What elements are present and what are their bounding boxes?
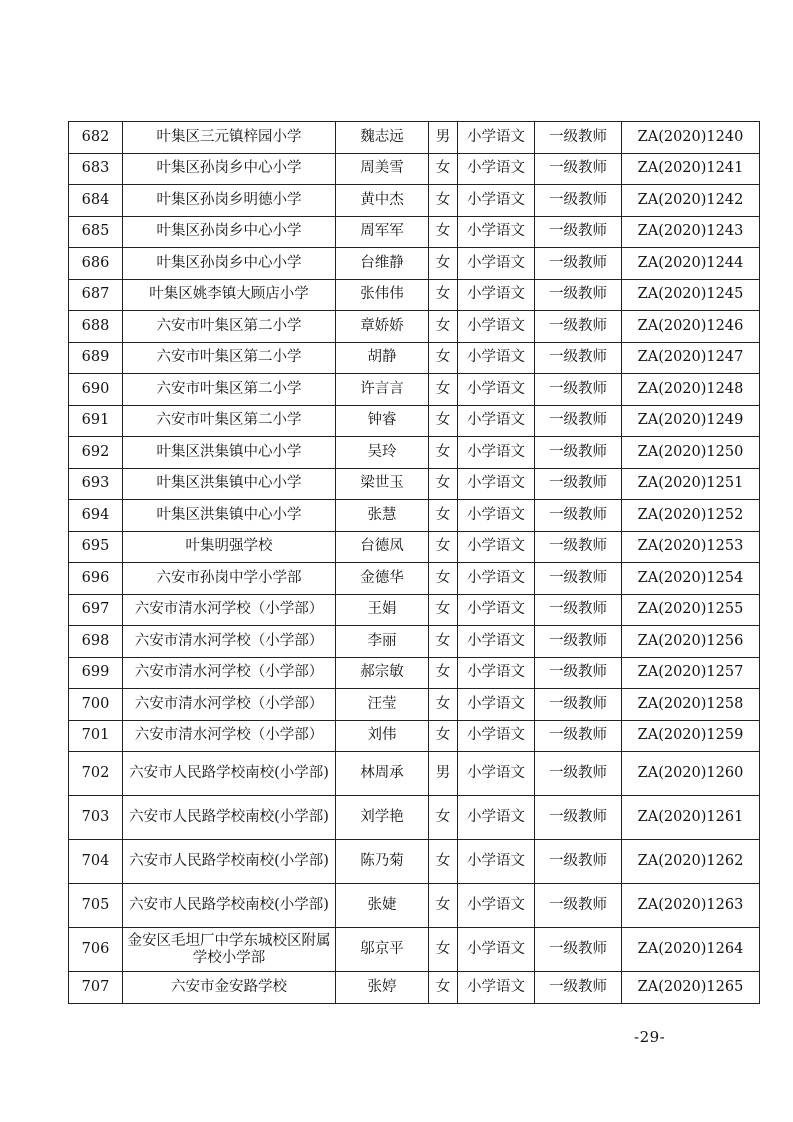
table-row [69,720,760,752]
job-title-cell: 一级教师 [535,342,622,374]
certificate-number-cell: ZA(2020)1247 [622,342,760,374]
row-number-cell: 685 [69,216,123,248]
school-name-cell: 叶集区洪集镇中心小学 [123,468,336,500]
gender-cell: 女 [429,796,458,840]
subject-cell: 小学语文 [458,468,535,500]
school-name-cell: 六安市清水河学校（小学部） [123,657,336,689]
certificate-number-cell: ZA(2020)1248 [622,374,760,406]
gender-cell: 女 [429,405,458,437]
row-number-cell: 684 [69,185,123,217]
row-number-cell: 701 [69,720,123,752]
table-row [69,374,760,406]
subject-cell: 小学语文 [458,928,535,972]
teacher-name-cell: 王娟 [336,594,429,626]
job-title-cell: 一级教师 [535,468,622,500]
school-name-cell: 叶集区孙岗乡明德小学 [123,185,336,217]
teacher-name-cell: 汪莹 [336,689,429,721]
subject-cell: 小学语文 [458,153,535,185]
subject-cell: 小学语文 [458,374,535,406]
gender-cell: 女 [429,311,458,343]
job-title-cell: 一级教师 [535,122,622,154]
job-title-cell: 一级教师 [535,374,622,406]
job-title-cell: 一级教师 [535,840,622,884]
school-name-cell: 六安市叶集区第二小学 [123,374,336,406]
teacher-name-cell: 周美雪 [336,153,429,185]
subject-cell: 小学语文 [458,689,535,721]
subject-cell: 小学语文 [458,563,535,595]
certificate-number-cell: ZA(2020)1246 [622,311,760,343]
job-title-cell: 一级教师 [535,884,622,928]
job-title-cell: 一级教师 [535,563,622,595]
row-number-cell: 696 [69,563,123,595]
school-name-cell: 六安市叶集区第二小学 [123,311,336,343]
row-number-cell: 687 [69,279,123,311]
job-title-cell: 一级教师 [535,311,622,343]
school-name-cell: 六安市人民路学校南校(小学部) [123,752,336,796]
gender-cell: 女 [429,279,458,311]
job-title-cell: 一级教师 [535,594,622,626]
row-number-cell: 704 [69,840,123,884]
school-name-cell: 六安市清水河学校（小学部） [123,594,336,626]
teacher-name-cell: 黄中杰 [336,185,429,217]
school-name-cell: 金安区毛坦厂中学东城校区附属学校小学部 [123,928,336,972]
table-row [69,185,760,217]
certificate-number-cell: ZA(2020)1243 [622,216,760,248]
school-name-cell: 叶集区孙岗乡中心小学 [123,153,336,185]
table-row [69,884,760,928]
certificate-number-cell: ZA(2020)1250 [622,437,760,469]
table-row [69,248,760,280]
teacher-roster-table [68,121,760,1004]
subject-cell: 小学语文 [458,657,535,689]
job-title-cell: 一级教师 [535,752,622,796]
school-name-cell: 六安市人民路学校南校(小学部) [123,884,336,928]
certificate-number-cell: ZA(2020)1258 [622,689,760,721]
table-row [69,594,760,626]
table-row [69,342,760,374]
certificate-number-cell: ZA(2020)1259 [622,720,760,752]
row-number-cell: 694 [69,500,123,532]
gender-cell: 女 [429,626,458,658]
table-row [69,437,760,469]
gender-cell: 女 [429,500,458,532]
gender-cell: 男 [429,122,458,154]
job-title-cell: 一级教师 [535,405,622,437]
gender-cell: 女 [429,468,458,500]
gender-cell: 女 [429,972,458,1004]
subject-cell: 小学语文 [458,796,535,840]
gender-cell: 女 [429,657,458,689]
job-title-cell: 一级教师 [535,928,622,972]
table-row [69,500,760,532]
row-number-cell: 688 [69,311,123,343]
row-number-cell: 702 [69,752,123,796]
school-name-cell: 六安市清水河学校（小学部） [123,720,336,752]
school-name-cell: 叶集区三元镇梓园小学 [123,122,336,154]
teacher-name-cell: 刘学艳 [336,796,429,840]
school-name-cell: 叶集区洪集镇中心小学 [123,437,336,469]
teacher-name-cell: 台维静 [336,248,429,280]
row-number-cell: 698 [69,626,123,658]
gender-cell: 女 [429,720,458,752]
subject-cell: 小学语文 [458,840,535,884]
row-number-cell: 683 [69,153,123,185]
subject-cell: 小学语文 [458,884,535,928]
gender-cell: 女 [429,185,458,217]
job-title-cell: 一级教师 [535,657,622,689]
row-number-cell: 692 [69,437,123,469]
school-name-cell: 叶集区洪集镇中心小学 [123,500,336,532]
subject-cell: 小学语文 [458,500,535,532]
job-title-cell: 一级教师 [535,500,622,532]
table-row [69,153,760,185]
table-row [69,796,760,840]
table-row [69,279,760,311]
subject-cell: 小学语文 [458,720,535,752]
certificate-number-cell: ZA(2020)1257 [622,657,760,689]
school-name-cell: 叶集区孙岗乡中心小学 [123,248,336,280]
teacher-name-cell: 张婕 [336,884,429,928]
school-name-cell: 六安市孙岗中学小学部 [123,563,336,595]
certificate-number-cell: ZA(2020)1245 [622,279,760,311]
school-name-cell: 六安市人民路学校南校(小学部) [123,796,336,840]
teacher-name-cell: 陈乃菊 [336,840,429,884]
school-name-cell: 叶集区孙岗乡中心小学 [123,216,336,248]
table-row [69,122,760,154]
school-name-cell: 六安市清水河学校（小学部） [123,689,336,721]
roster-body [69,122,760,1004]
certificate-number-cell: ZA(2020)1253 [622,531,760,563]
table-row [69,972,760,1004]
teacher-name-cell: 张婷 [336,972,429,1004]
gender-cell: 女 [429,594,458,626]
row-number-cell: 699 [69,657,123,689]
row-number-cell: 695 [69,531,123,563]
table-row [69,752,760,796]
gender-cell: 女 [429,216,458,248]
gender-cell: 女 [429,689,458,721]
certificate-number-cell: ZA(2020)1242 [622,185,760,217]
teacher-name-cell: 许言言 [336,374,429,406]
gender-cell: 女 [429,342,458,374]
subject-cell: 小学语文 [458,122,535,154]
certificate-number-cell: ZA(2020)1244 [622,248,760,280]
job-title-cell: 一级教师 [535,153,622,185]
row-number-cell: 707 [69,972,123,1004]
row-number-cell: 689 [69,342,123,374]
school-name-cell: 叶集明强学校 [123,531,336,563]
job-title-cell: 一级教师 [535,279,622,311]
table-row [69,626,760,658]
row-number-cell: 703 [69,796,123,840]
gender-cell: 女 [429,437,458,469]
job-title-cell: 一级教师 [535,626,622,658]
certificate-number-cell: ZA(2020)1241 [622,153,760,185]
table-row [69,405,760,437]
certificate-number-cell: ZA(2020)1263 [622,884,760,928]
teacher-name-cell: 胡静 [336,342,429,374]
job-title-cell: 一级教师 [535,248,622,280]
teacher-name-cell: 邬京平 [336,928,429,972]
school-name-cell: 六安市叶集区第二小学 [123,342,336,374]
row-number-cell: 690 [69,374,123,406]
job-title-cell: 一级教师 [535,689,622,721]
subject-cell: 小学语文 [458,752,535,796]
subject-cell: 小学语文 [458,594,535,626]
subject-cell: 小学语文 [458,248,535,280]
teacher-name-cell: 郝宗敏 [336,657,429,689]
subject-cell: 小学语文 [458,311,535,343]
row-number-cell: 706 [69,928,123,972]
gender-cell: 女 [429,248,458,280]
school-name-cell: 六安市人民路学校南校(小学部) [123,840,336,884]
gender-cell: 女 [429,563,458,595]
table-row [69,468,760,500]
job-title-cell: 一级教师 [535,185,622,217]
teacher-name-cell: 周军军 [336,216,429,248]
teacher-name-cell: 金德华 [336,563,429,595]
teacher-name-cell: 钟睿 [336,405,429,437]
teacher-name-cell: 张慧 [336,500,429,532]
certificate-number-cell: ZA(2020)1256 [622,626,760,658]
teacher-name-cell: 台德凤 [336,531,429,563]
certificate-number-cell: ZA(2020)1240 [622,122,760,154]
subject-cell: 小学语文 [458,342,535,374]
table-row [69,531,760,563]
certificate-number-cell: ZA(2020)1265 [622,972,760,1004]
teacher-name-cell: 张伟伟 [336,279,429,311]
page-number: -29- [634,1028,666,1046]
teacher-name-cell: 李丽 [336,626,429,658]
certificate-number-cell: ZA(2020)1255 [622,594,760,626]
subject-cell: 小学语文 [458,972,535,1004]
subject-cell: 小学语文 [458,531,535,563]
teacher-name-cell: 梁世玉 [336,468,429,500]
school-name-cell: 六安市清水河学校（小学部） [123,626,336,658]
school-name-cell: 六安市叶集区第二小学 [123,405,336,437]
row-number-cell: 705 [69,884,123,928]
table-row [69,928,760,972]
certificate-number-cell: ZA(2020)1261 [622,796,760,840]
job-title-cell: 一级教师 [535,720,622,752]
subject-cell: 小学语文 [458,437,535,469]
gender-cell: 男 [429,752,458,796]
table-row [69,216,760,248]
subject-cell: 小学语文 [458,185,535,217]
table-row [69,657,760,689]
subject-cell: 小学语文 [458,279,535,311]
row-number-cell: 691 [69,405,123,437]
job-title-cell: 一级教师 [535,531,622,563]
certificate-number-cell: ZA(2020)1249 [622,405,760,437]
row-number-cell: 682 [69,122,123,154]
job-title-cell: 一级教师 [535,216,622,248]
certificate-number-cell: ZA(2020)1252 [622,500,760,532]
gender-cell: 女 [429,884,458,928]
certificate-number-cell: ZA(2020)1264 [622,928,760,972]
job-title-cell: 一级教师 [535,972,622,1004]
table-row [69,840,760,884]
table-row [69,311,760,343]
school-name-cell: 叶集区姚李镇大顾店小学 [123,279,336,311]
job-title-cell: 一级教师 [535,437,622,469]
certificate-number-cell: ZA(2020)1254 [622,563,760,595]
gender-cell: 女 [429,531,458,563]
row-number-cell: 700 [69,689,123,721]
teacher-name-cell: 章娇娇 [336,311,429,343]
gender-cell: 女 [429,928,458,972]
gender-cell: 女 [429,153,458,185]
row-number-cell: 693 [69,468,123,500]
table-row [69,689,760,721]
teacher-name-cell: 吴玲 [336,437,429,469]
school-name-cell: 六安市金安路学校 [123,972,336,1004]
certificate-number-cell: ZA(2020)1251 [622,468,760,500]
teacher-name-cell: 刘伟 [336,720,429,752]
job-title-cell: 一级教师 [535,796,622,840]
certificate-number-cell: ZA(2020)1260 [622,752,760,796]
table-row [69,563,760,595]
subject-cell: 小学语文 [458,216,535,248]
subject-cell: 小学语文 [458,405,535,437]
row-number-cell: 697 [69,594,123,626]
gender-cell: 女 [429,374,458,406]
row-number-cell: 686 [69,248,123,280]
certificate-number-cell: ZA(2020)1262 [622,840,760,884]
gender-cell: 女 [429,840,458,884]
teacher-name-cell: 魏志远 [336,122,429,154]
teacher-name-cell: 林周承 [336,752,429,796]
subject-cell: 小学语文 [458,626,535,658]
